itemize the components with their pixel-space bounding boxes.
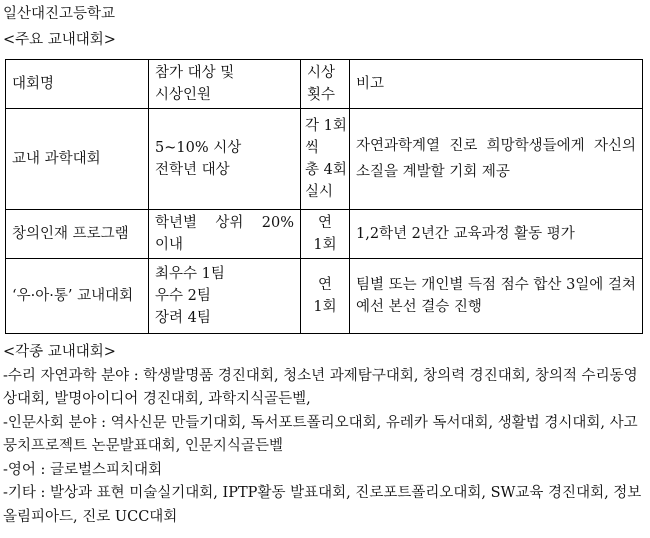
other-events-section <box>3 341 647 529</box>
cell-note: 팀별 또는 개인별 득점 점수 합산 3일에 걸쳐 예선 본선 결승 진행 <box>350 259 643 334</box>
header-note: 비고 <box>350 60 643 109</box>
cell-target: 최우수 1팀 우수 2팀 장려 4팀 <box>149 259 301 334</box>
table-row <box>6 259 643 334</box>
cell-target: 5~10% 시상 전학년 대상 <box>149 109 301 210</box>
category-humanities: -인문사회 분야 : 역사신문 만들기대회, 독서포트폴리오대회, 유레카 독서대회, 생활법 경시대회, 사고뭉치프로젝트 논문발표대회, 인문지식골든벨 <box>3 414 638 454</box>
cell-event-name: 창의인재 프로그램 <box>6 210 149 259</box>
cell-count: 연 1회 <box>301 210 350 259</box>
section-title-other-events: <각종 교내대회> <box>3 344 116 360</box>
cell-event-name: 교내 과학대회 <box>6 109 149 210</box>
cell-event-name: ‘우·아·통’ 교내대회 <box>6 259 149 334</box>
table-header-row <box>6 60 643 109</box>
cell-target: 학년별 상위 20% 이내 <box>149 210 301 259</box>
cell-note: 자연과학계열 진로 희망학생들에게 자신의 소질을 계발할 기회 제공 <box>350 109 643 210</box>
cell-count: 각 1회 씩 총 4회 실시 <box>301 109 350 210</box>
category-science: -수리 자연과학 분야 : 학생발명품 경진대회, 청소년 과제탐구대회, 창의력 경진대회, 창의적 수리동영상대회, 발명아이디어 경진대회, 과학지식골든벨, <box>3 367 638 407</box>
section-title-major-events: <주요 교내대회> <box>3 32 116 48</box>
category-english: -영어 : 글로벌스피치대회 <box>3 461 163 478</box>
header-count: 시상 횟수 <box>301 60 350 109</box>
table-row <box>6 109 643 210</box>
table-row <box>6 210 643 259</box>
cell-note: 1,2학년 2년간 교육과정 활동 평가 <box>350 210 643 259</box>
category-etc: -기타 : 발상과 표현 미술실기대회, IPTP활동 발표대회, 진로포트폴리오대회, SW교육 경진대회, 정보올림피아드, 진로 UCC대회 <box>3 485 642 525</box>
cell-count: 연 1회 <box>301 259 350 334</box>
header-target: 참가 대상 및 시상인원 <box>149 60 301 109</box>
major-events-table <box>5 59 643 334</box>
school-name: 일산대진고등학교 <box>3 6 116 22</box>
header-event-name: 대회명 <box>6 60 149 109</box>
